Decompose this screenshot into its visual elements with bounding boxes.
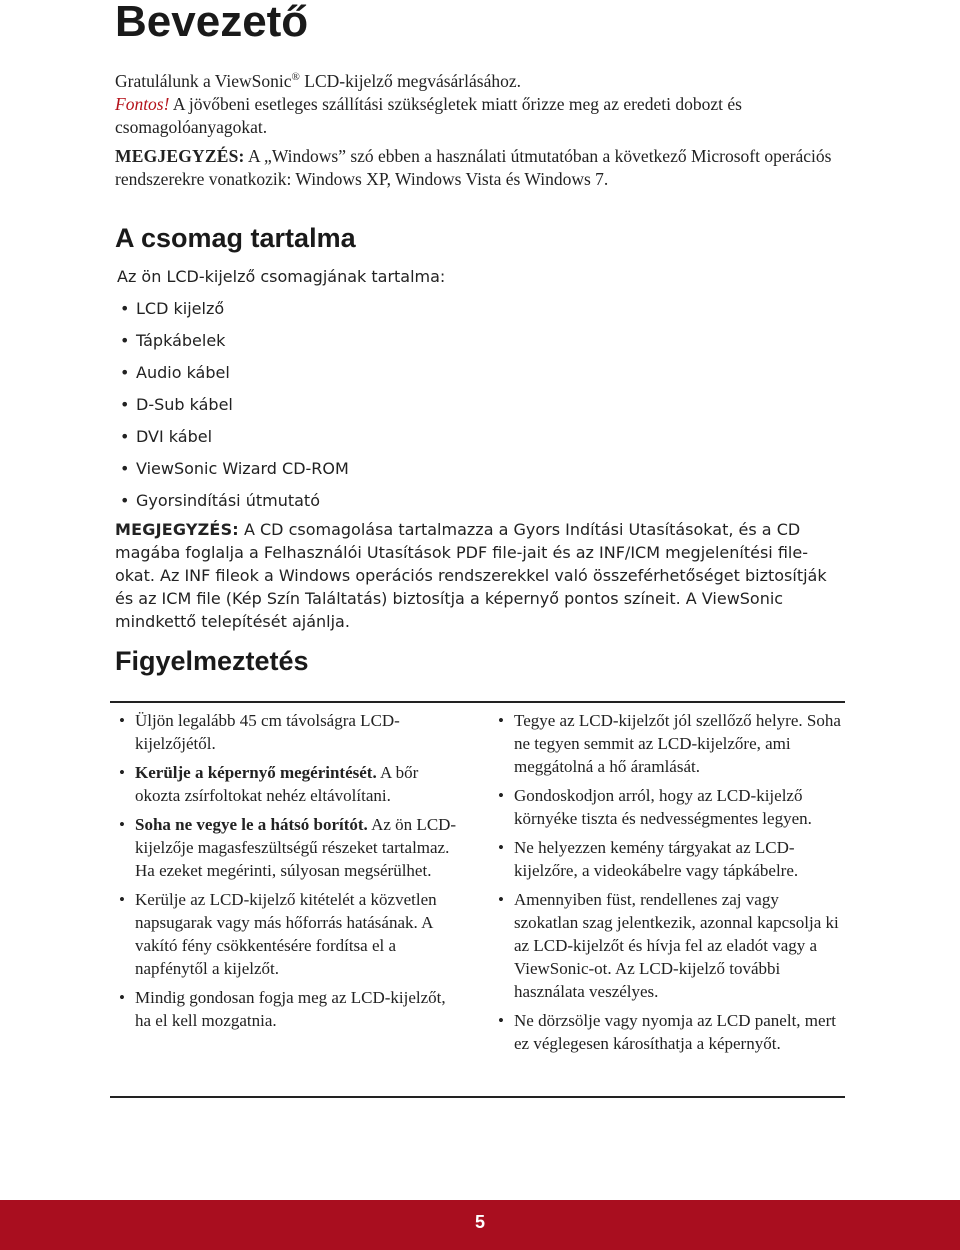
package-item [120,459,349,479]
warning-text: A bőr okozta zsírfoltokat nehéz eltávolítani. [135,763,419,805]
warning-item [496,836,846,882]
note-label: MEGJEGYZÉS: [115,146,245,166]
package-item [120,395,233,415]
warnings-bottom-rule [110,1096,845,1098]
bullet: • [120,395,130,414]
warning-item [496,709,846,778]
bullet: • [120,331,130,350]
package-item-label: ViewSonic Wizard CD-ROM [136,459,349,478]
package-item [120,299,224,319]
package-item [120,427,212,447]
warning-text: Amennyiben füst, rendellenes zaj vagy szokatlan szag jelentkezik, azonnal kapcsolja ki az LCD-kijelzőt és hívja fel az eladót vagy a ViewSonic-ot. Az LCD-kijelző további használata veszélyes. [514,890,839,1001]
warning-text: Az ön LCD-kijelzője magasfeszültségű részeket tartalmaz. Ha ezeket megérinti, súlyosan megsérülhet. [135,815,457,880]
package-item [120,363,230,383]
registered-mark: ® [291,71,300,83]
package-item [120,491,320,511]
package-item [120,331,225,351]
congrats-suffix: LCD-kijelző megvásárlásához. [299,70,521,91]
package-lead: Az ön LCD-kijelző csomagjának tartalma: [117,267,446,286]
warning-bold: Soha ne vegye le a hátsó borítót. [135,815,368,834]
page-number: 5 [474,1212,485,1232]
bullet: • [120,363,130,382]
warning-item [496,1009,846,1055]
warning-item [496,888,846,1003]
important-text: A jövőbeni esetleges szállítási szükségletek miatt őrizze meg az eredeti dobozt és csomagolóanyagokat. [115,94,742,137]
warning-item [117,986,462,1032]
congrats-text: Gratulálunk a ViewSonic [115,70,292,91]
warning-text: Ne helyezzen kemény tárgyakat az LCD-kijelzőre, a videokábelre vagy tápkábelre. [514,838,799,880]
warning-item [496,784,846,830]
package-item-label: Audio kábel [136,363,230,382]
bullet: • [120,459,130,478]
intro-congrats [115,66,835,93]
package-item-label: DVI kábel [136,427,213,446]
warnings-left-list [117,709,462,1038]
warnings-right-list [496,709,846,1061]
warning-item [117,888,462,980]
package-note [115,518,843,633]
package-note-text: A CD csomagolása tartalmazza a Gyors Indítási Utasításokat, és a CD magába foglalja a Felhasználói Utasítások PDF file-jait és az INF/ICM megjelenítési file-okat. Az INF fileok a Windows operációs rendszerekkel való összeférhetőséget biztosítják és az ICM file (Kép Szín Találtatás) biztosítja a képernyő pontos színeit. A ViewSonic mindkettő telepítését ajánlja. [115,520,827,631]
warnings-heading: Figyelmeztetés [115,646,309,676]
package-note-label: MEGJEGYZÉS: [115,520,239,539]
intro-note [115,145,840,191]
important-label: Fontos! [115,94,170,114]
page-title: Bevezető [115,0,309,46]
warning-text: Kerülje az LCD-kijelző kitételét a közvetlen napsugarak vagy más hőforrás hatásának. A vakító fény csökkentésére fordítsa el a napfénytől a kijelzőt. [135,890,437,978]
bullet: • [120,491,130,510]
bullet: • [120,299,130,318]
package-item-label: Gyorsindítási útmutató [136,491,320,510]
package-heading: A csomag tartalma [115,223,356,253]
warning-text: Ne dörzsölje vagy nyomja az LCD panelt, mert ez véglegesen károsíthatja a képernyőt. [514,1011,836,1053]
warnings-top-rule [110,701,845,703]
package-item-label: D-Sub kábel [136,395,233,414]
warning-bold: Kerülje a képernyő megérintését. [135,763,377,782]
warning-item [117,761,462,807]
package-item-label: LCD kijelző [136,299,225,318]
warning-text: Gondoskodjon arról, hogy az LCD-kijelző környéke tiszta és nedvességmentes legyen. [514,786,812,828]
warning-item [117,813,462,882]
warning-text: Tegye az LCD-kijelzőt jól szellőző helyre. Soha ne tegyen semmit az LCD-kijelzőre, ami meggátolná a hő áramlását. [514,711,841,776]
warning-text: Üljön legalább 45 cm távolságra LCD-kijelzőjétől. [135,711,400,753]
bullet: • [120,427,130,446]
warning-item [117,709,462,755]
intro-important [115,93,835,139]
warning-text: Mindig gondosan fogja meg az LCD-kijelzőt, ha el kell mozgatnia. [135,988,446,1030]
note-text: A „Windows” szó ebben a használati útmutatóban a következő Microsoft operációs rendszerekre vonatkozik: Windows XP, Windows Vista és Windows 7. [115,146,832,189]
package-item-label: Tápkábelek [136,331,226,350]
